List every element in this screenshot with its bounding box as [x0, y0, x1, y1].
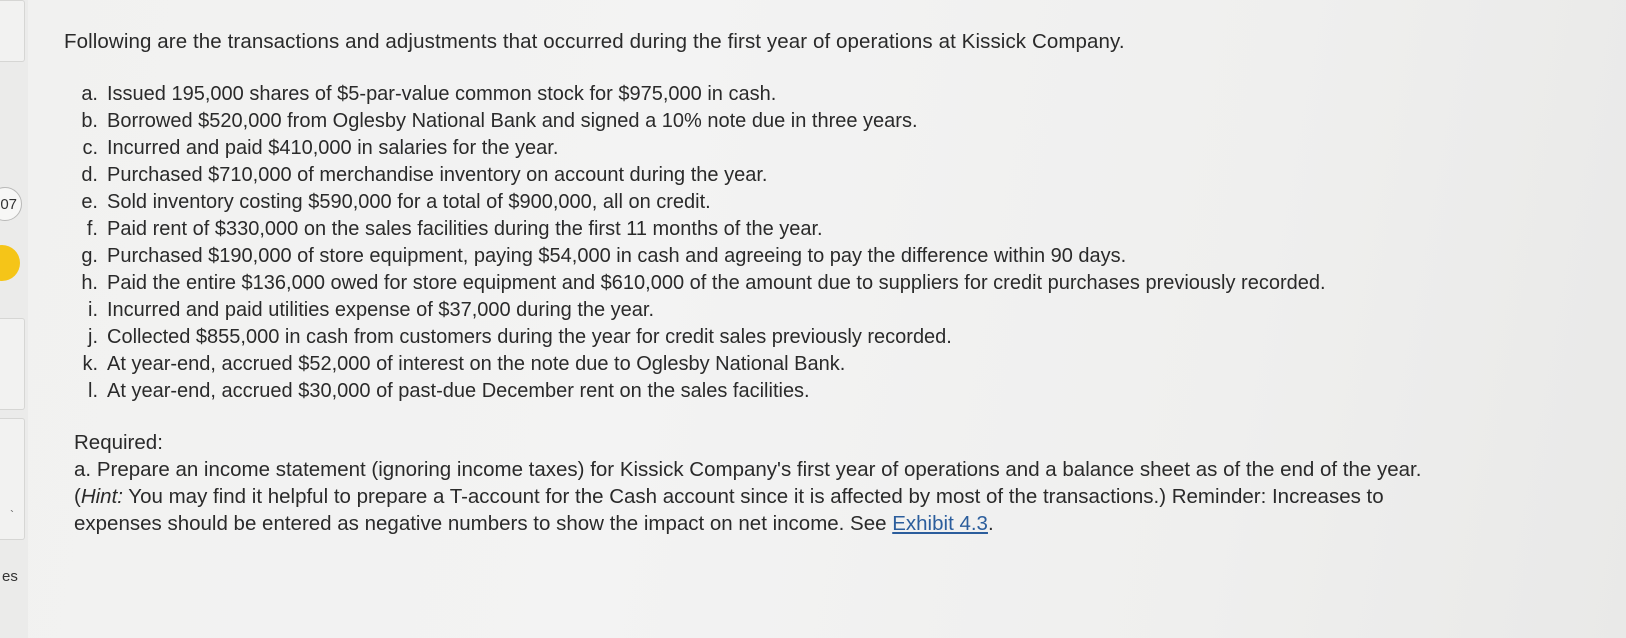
list-item: [64, 243, 1554, 270]
exhibit-link[interactable]: Exhibit 4.3: [892, 512, 988, 535]
sidebar-card[interactable]: [0, 0, 25, 62]
item-text: Paid the entire $136,000 owed for store equipment and $610,000 of the amount due to suppliers for credit purchases previously recorded.: [107, 272, 1326, 294]
item-label: b.: [81, 110, 98, 132]
item-label: k.: [82, 353, 98, 375]
sidebar-card[interactable]: [0, 318, 25, 410]
item-text: Incurred and paid $410,000 in salaries for the year.: [107, 137, 559, 159]
part-text-end: .: [987, 512, 994, 535]
item-label: i.: [88, 299, 98, 321]
required-section: [74, 429, 1554, 537]
list-item: [64, 81, 1554, 108]
hint-label: Hint:: [80, 485, 123, 508]
list-item: [64, 108, 1554, 135]
problem-content: [64, 30, 1554, 537]
item-label: f.: [86, 218, 98, 240]
item-text: Collected $855,000 in cash from customers during the year for credit sales previously recorded.: [107, 326, 952, 348]
item-label: j.: [88, 326, 98, 348]
list-item: [64, 351, 1554, 378]
part-text: You may find it helpful to prepare a T-account for the Cash account since it is affected by most of the transactions.) Reminder: Increases to expenses should be entered as negative numbers to show the impact on net income. See: [74, 485, 1384, 535]
left-sidebar: [0, 0, 28, 638]
list-item: [64, 216, 1554, 243]
status-dot-icon: [0, 245, 20, 281]
item-label: h.: [81, 272, 98, 294]
item-text: At year-end, accrued $30,000 of past-due December rent on the sales facilities.: [107, 380, 810, 402]
list-item: [64, 135, 1554, 162]
sidebar-tab-label[interactable]: es: [2, 568, 18, 585]
list-item: [64, 270, 1554, 297]
part-text: Prepare an income statement (ignoring income taxes) for Kissick Company's first year of operations and a balance sheet as of the end of the year. (: [74, 458, 1422, 508]
item-text: Borrowed $520,000 from Oglesby National Bank and signed a 10% note due in three years.: [107, 110, 918, 132]
item-text: At year-end, accrued $52,000 of interest on the note due to Oglesby National Bank.: [107, 353, 846, 375]
sidebar-mark: `: [10, 508, 14, 522]
item-label: l.: [88, 380, 98, 402]
item-text: Issued 195,000 shares of $5-par-value common stock for $975,000 in cash.: [107, 83, 777, 105]
list-item: [64, 378, 1554, 405]
list-item: [64, 189, 1554, 216]
item-label: d.: [81, 164, 98, 186]
item-text: Sold inventory costing $590,000 for a total of $900,000, all on credit.: [107, 191, 711, 213]
item-text: Purchased $190,000 of store equipment, paying $54,000 in cash and agreeing to pay the difference within 90 days.: [107, 245, 1127, 267]
list-item: [64, 324, 1554, 351]
required-part-a: [74, 456, 1464, 537]
part-label: a.: [74, 458, 92, 481]
item-label: g.: [81, 245, 98, 267]
list-item: [64, 297, 1554, 324]
question-number-badge[interactable]: [0, 187, 22, 221]
problem-intro: Following are the transactions and adjustments that occurred during the first year of operations at Kissick Company.: [64, 30, 1125, 53]
transaction-list: [64, 81, 1554, 405]
item-label: e.: [81, 191, 98, 213]
item-text: Incurred and paid utilities expense of $37,000 during the year.: [107, 299, 655, 321]
item-label: a.: [81, 83, 98, 105]
item-text: Paid rent of $330,000 on the sales facilities during the first 11 months of the year.: [107, 218, 823, 240]
required-heading: Required:: [74, 431, 163, 454]
item-text: Purchased $710,000 of merchandise inventory on account during the year.: [107, 164, 768, 186]
list-item: [64, 162, 1554, 189]
item-label: c.: [82, 137, 98, 159]
badge-label: 07: [0, 195, 17, 213]
